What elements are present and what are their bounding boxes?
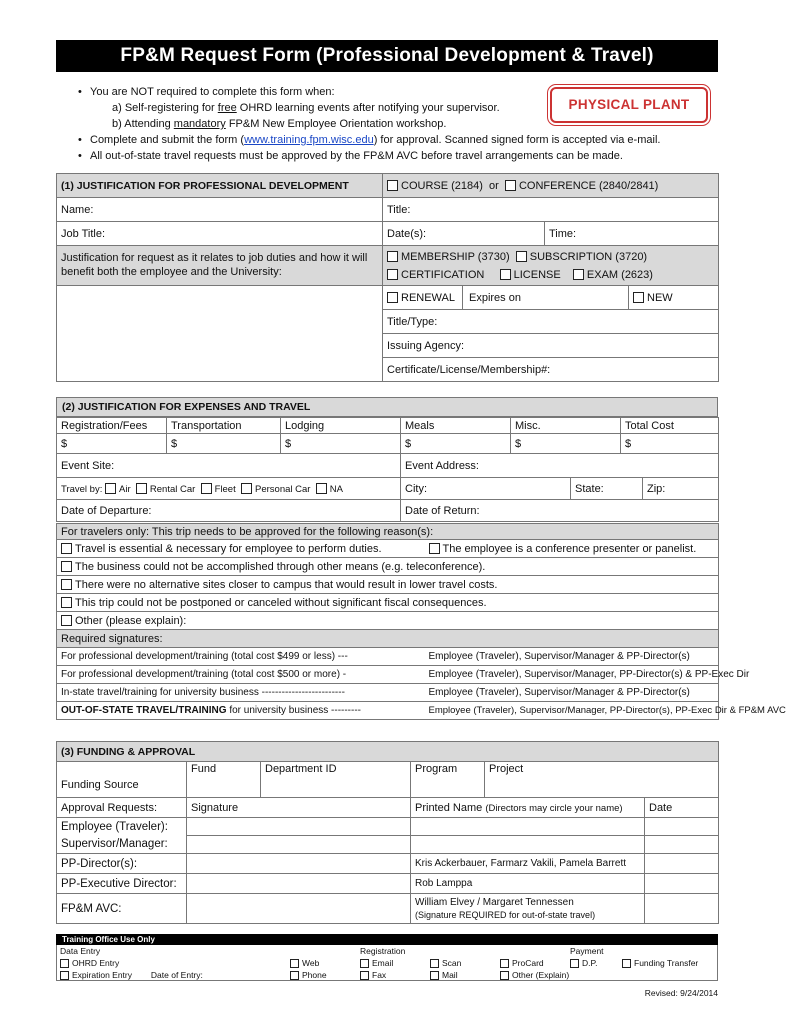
certification-checkbox[interactable] — [387, 269, 398, 280]
email: Email — [357, 957, 427, 969]
fund-field[interactable]: Fund — [187, 762, 261, 798]
pp-exec-date[interactable] — [645, 874, 719, 894]
pp-director-label: PP-Director(s): — [57, 854, 187, 874]
pp-director-signature[interactable] — [187, 854, 411, 874]
renewal-row: RENEWAL Expires on NEW — [383, 286, 719, 310]
revised-date: Revised: 9/24/2014 — [644, 988, 718, 998]
na-checkbox[interactable] — [316, 483, 327, 494]
instruction-2: Complete and submit the form (www.training.fpm.wisc.edu) for approval. Scanned signed form is accepted via e-mail. — [90, 134, 661, 146]
total-amount[interactable]: $ — [621, 434, 719, 454]
dp-checkbox[interactable] — [570, 959, 579, 968]
cost-header: Meals — [401, 418, 511, 434]
city-field[interactable]: City: — [401, 478, 571, 500]
pp-exec-name: Rob Lamppa — [411, 874, 645, 894]
signature-header: Signature — [187, 798, 411, 818]
cost-header: Registration/Fees — [57, 418, 167, 434]
license-checkbox[interactable] — [500, 269, 511, 280]
certificate-number-field[interactable]: Certificate/License/Membership#: — [383, 358, 719, 382]
state-field[interactable]: State: — [571, 478, 643, 500]
supervisor-printed-name[interactable] — [411, 836, 645, 854]
section-3-header: (3) FUNDING & APPROVAL — [57, 742, 719, 762]
air-checkbox[interactable] — [105, 483, 116, 494]
cost-header: Total Cost — [621, 418, 719, 434]
expires-on-field[interactable]: Expires on — [463, 286, 629, 309]
rental-car-checkbox[interactable] — [136, 483, 147, 494]
reason-no-alternative-checkbox[interactable] — [61, 579, 72, 590]
procard-checkbox[interactable] — [500, 959, 509, 968]
event-address-field[interactable]: Event Address: — [401, 454, 719, 478]
supervisor-label: Supervisor/Manager: — [57, 836, 187, 854]
reasons-table — [56, 523, 786, 720]
employee-date[interactable] — [645, 818, 719, 836]
printed-name-header: Printed Name (Directors may circle your name) — [411, 798, 645, 818]
expiration-entry: Expiration Entry Date of Entry: — [57, 969, 287, 981]
employee-label: Employee (Traveler): — [57, 818, 187, 836]
exam-checkbox[interactable] — [573, 269, 584, 280]
fleet-checkbox[interactable] — [201, 483, 212, 494]
reason-essential-checkbox[interactable] — [61, 543, 72, 554]
sig-rule-1-signers: Employee (Traveler), Supervisor/Manager & PP-Director(s) — [429, 648, 719, 666]
name-field[interactable]: Name: — [57, 198, 383, 222]
other-explain: Other (Explain) — [497, 969, 719, 981]
pp-director-names: Kris Ackerbauer, Farmarz Vakili, Pamela Barrett — [411, 854, 645, 874]
ohrd-entry-checkbox[interactable] — [60, 959, 69, 968]
section-1-table — [56, 173, 719, 382]
issuing-agency-field[interactable]: Issuing Agency: — [383, 334, 719, 358]
training-link[interactable]: www.training.fpm.wisc.edu — [244, 134, 374, 146]
travel-by-options: Travel by: Air Rental Car Fleet Personal Car NA — [57, 478, 401, 500]
approval-requests-label: Approval Requests: — [57, 798, 187, 818]
sig-rule-4-signers: Employee (Traveler), Supervisor/Manager, PP-Director(s), PP-Exec Dir & FP&M AVC — [429, 702, 719, 720]
avc-date[interactable] — [645, 894, 719, 924]
bullet: • — [78, 150, 82, 162]
new-checkbox[interactable] — [633, 292, 644, 303]
zip-field[interactable]: Zip: — [643, 478, 719, 500]
department-id-field[interactable]: Department ID — [261, 762, 411, 798]
phone: Phone — [287, 969, 357, 981]
subscription-checkbox[interactable] — [516, 251, 527, 262]
cost-header: Transportation — [167, 418, 281, 434]
membership-checkbox[interactable] — [387, 251, 398, 262]
type-options: COURSE (2184) or CONFERENCE (2840/2841) — [383, 174, 719, 198]
phone-checkbox[interactable] — [290, 971, 299, 980]
cost-header: Misc. — [511, 418, 621, 434]
required-signatures-label: Required signatures: — [57, 630, 719, 648]
lodging-amount[interactable]: $ — [281, 434, 401, 454]
reason-no-postpone-checkbox[interactable] — [61, 597, 72, 608]
sig-rule-1-label: For professional development/training (total cost $499 or less) --- — [57, 648, 429, 666]
avc-signature[interactable] — [187, 894, 411, 924]
fax: Fax — [357, 969, 427, 981]
registration-label: Registration — [360, 946, 406, 956]
supervisor-date[interactable] — [645, 836, 719, 854]
event-site-field[interactable]: Event Site: — [57, 454, 401, 478]
registration-amount[interactable]: $ — [57, 434, 167, 454]
misc-amount[interactable]: $ — [511, 434, 621, 454]
web: Web — [287, 957, 357, 969]
payment-label: Payment — [570, 946, 604, 956]
data-entry-label: Data Entry — [60, 946, 101, 956]
job-title-field[interactable]: Job Title: — [57, 222, 383, 246]
pp-director-date[interactable] — [645, 854, 719, 874]
bullet: • — [78, 86, 82, 98]
office-use-table — [57, 945, 719, 981]
transportation-amount[interactable]: $ — [167, 434, 281, 454]
reason-no-alternative: There were no alternative sites closer to campus that would result in lower travel costs. — [57, 576, 719, 594]
office-use-header: Training Office Use Only — [56, 934, 718, 945]
bullet: • — [78, 134, 82, 146]
instruction-1b: b) Attending mandatory FP&M New Employee Orientation workshop. — [112, 118, 447, 130]
title-type-field[interactable]: Title/Type: — [383, 310, 719, 334]
reason-other-checkbox[interactable] — [61, 615, 72, 626]
instruction-3: All out-of-state travel requests must be approved by the FP&M AVC before travel arrangements can be made. — [90, 150, 623, 162]
reasons-intro: For travelers only: This trip needs to be approved for the following reason(s): — [57, 524, 719, 540]
cost-header: Lodging — [281, 418, 401, 434]
funding-source-label: Funding Source — [57, 762, 187, 798]
meals-amount[interactable]: $ — [401, 434, 511, 454]
personal-car-checkbox[interactable] — [241, 483, 252, 494]
form-title: FP&M Request Form (Professional Development & Travel) — [56, 40, 718, 72]
instruction-1a: a) Self-registering for free OHRD learning events after notifying your supervisor. — [112, 102, 500, 114]
dates-field[interactable]: Date(s): — [383, 222, 545, 246]
reason-presenter: The employee is a conference presenter or panelist. — [429, 540, 719, 558]
program-field[interactable]: Program — [411, 762, 485, 798]
renewal-checkbox[interactable] — [387, 292, 398, 303]
funding-transfer-checkbox[interactable] — [622, 959, 631, 968]
project-field[interactable]: Project — [485, 762, 719, 798]
avc-names: William Elvey / Margaret Tennessen (Signature REQUIRED for out-of-state travel) — [411, 894, 645, 924]
reason-other-means-checkbox[interactable] — [61, 561, 72, 572]
reason-essential: Travel is essential & necessary for employee to perform duties. — [57, 540, 429, 558]
avc-label: FP&M AVC: — [57, 894, 187, 924]
pp-exec-signature[interactable] — [187, 874, 411, 894]
sig-rule-3-label: In-state travel/training for university business ------------------------- — [57, 684, 429, 702]
sig-rule-3-signers: Employee (Traveler), Supervisor/Manager & PP-Director(s) — [429, 684, 719, 702]
reason-no-postpone: This trip could not be postponed or canceled without significant fiscal consequences. — [57, 594, 719, 612]
date-of-entry-label: Date of Entry: — [150, 970, 203, 980]
physical-plant-stamp: PHYSICAL PLANT — [550, 87, 708, 123]
section-1-header: (1) JUSTIFICATION FOR PROFESSIONAL DEVELOPMENT — [57, 174, 383, 198]
scan: Scan — [427, 957, 497, 969]
reason-other-means: The business could not be accomplished through other means (e.g. teleconference). — [57, 558, 719, 576]
conference-checkbox[interactable] — [505, 180, 516, 191]
sig-rule-2-signers: Employee (Traveler), Supervisor/Manager, PP-Director(s) & PP-Exec Dir — [429, 666, 719, 684]
section-2-header: (2) JUSTIFICATION FOR EXPENSES AND TRAVEL — [56, 397, 718, 417]
scan-checkbox[interactable] — [430, 959, 439, 968]
time-field[interactable]: Time: — [545, 222, 719, 246]
justification-label: Justification for request as it relates to job duties and how it will benefit both the employee and the University: — [57, 246, 382, 286]
title-field[interactable]: Title: — [383, 198, 719, 222]
justification-field[interactable] — [57, 246, 383, 382]
ohrd-entry: OHRD Entry — [57, 957, 287, 969]
mail: Mail — [427, 969, 497, 981]
reason-presenter-checkbox[interactable] — [429, 543, 440, 554]
employee-signature[interactable] — [187, 818, 411, 836]
procard: ProCard — [497, 957, 567, 969]
date-header: Date — [645, 798, 719, 818]
web-checkbox[interactable] — [290, 959, 299, 968]
employee-printed-name[interactable] — [411, 818, 645, 836]
fax-checkbox[interactable] — [360, 971, 369, 980]
departure-date-field[interactable]: Date of Departure: — [57, 500, 401, 522]
office-use-box — [56, 945, 718, 981]
other-explain-checkbox[interactable] — [500, 971, 509, 980]
supervisor-signature[interactable] — [187, 836, 411, 854]
membership-options: MEMBERSHIP (3730) SUBSCRIPTION (3720) CERTIFICATION LICENSE EXAM (2623) — [383, 246, 719, 286]
pp-exec-label: PP-Executive Director: — [57, 874, 187, 894]
funding-transfer: Funding Transfer — [619, 957, 719, 969]
sig-rule-2-label: For professional development/training (total cost $500 or more) - — [57, 666, 429, 684]
dp: D.P. — [567, 957, 619, 969]
course-checkbox[interactable] — [387, 180, 398, 191]
instruction-1: You are NOT required to complete this form when: — [90, 86, 335, 98]
sig-rule-4-label: OUT-OF-STATE TRAVEL/TRAINING for university business --------- — [57, 702, 429, 720]
expiration-entry-checkbox[interactable] — [60, 971, 69, 980]
cost-table — [56, 417, 719, 454]
section-3-table — [56, 741, 719, 924]
reason-other: Other (please explain): — [57, 612, 719, 630]
travel-table — [56, 453, 719, 522]
return-date-field[interactable]: Date of Return: — [401, 500, 719, 522]
email-checkbox[interactable] — [360, 959, 369, 968]
mail-checkbox[interactable] — [430, 971, 439, 980]
